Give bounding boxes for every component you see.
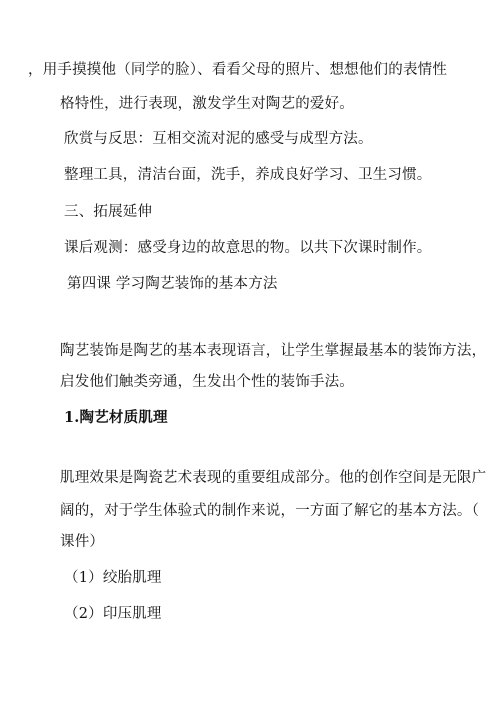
paragraph-line: 格特性，进行表现，激发学生对陶艺的爱好。 [60, 96, 354, 112]
paragraph-line: 课后观测：感受身边的故意思的物。以共下次课时制作。 [64, 240, 432, 256]
paragraph-line: 整理工具，清洁台面，洗手，养成良好学习、卫生习惯。 [64, 167, 432, 183]
paragraph-line: 阔的，对于学生体验式的制作来说，一方面了解它的基本方法。（ [60, 503, 480, 519]
paragraph-line: 启发他们触类旁通，生发出个性的装饰手法。 [60, 374, 354, 390]
paragraph-line: 肌理效果是陶瓷艺术表现的重要组成部分。他的创作空间是无限广 [60, 470, 487, 486]
list-item: （1）绞胎肌理 [64, 570, 162, 586]
lesson-title: 第四课 学习陶艺装饰的基本方法 [67, 276, 278, 292]
paragraph-line: 陶艺装饰是陶艺的基本表现语言，让学生掌握最基本的装饰方法， [60, 343, 487, 359]
subsection-heading: 1.陶艺材质肌理 [64, 409, 168, 426]
list-item: （2）印压肌理 [64, 606, 162, 622]
paragraph-line: 欣赏与反思：互相交流对泥的感受与成型方法。 [64, 131, 373, 147]
section-heading: 三、拓展延伸 [64, 204, 153, 220]
paragraph-line: ，用手摸摸他（同学的脸）、看看父母的照片、想想他们的表情性 [28, 62, 448, 78]
paragraph-line: 课件） [60, 534, 105, 550]
